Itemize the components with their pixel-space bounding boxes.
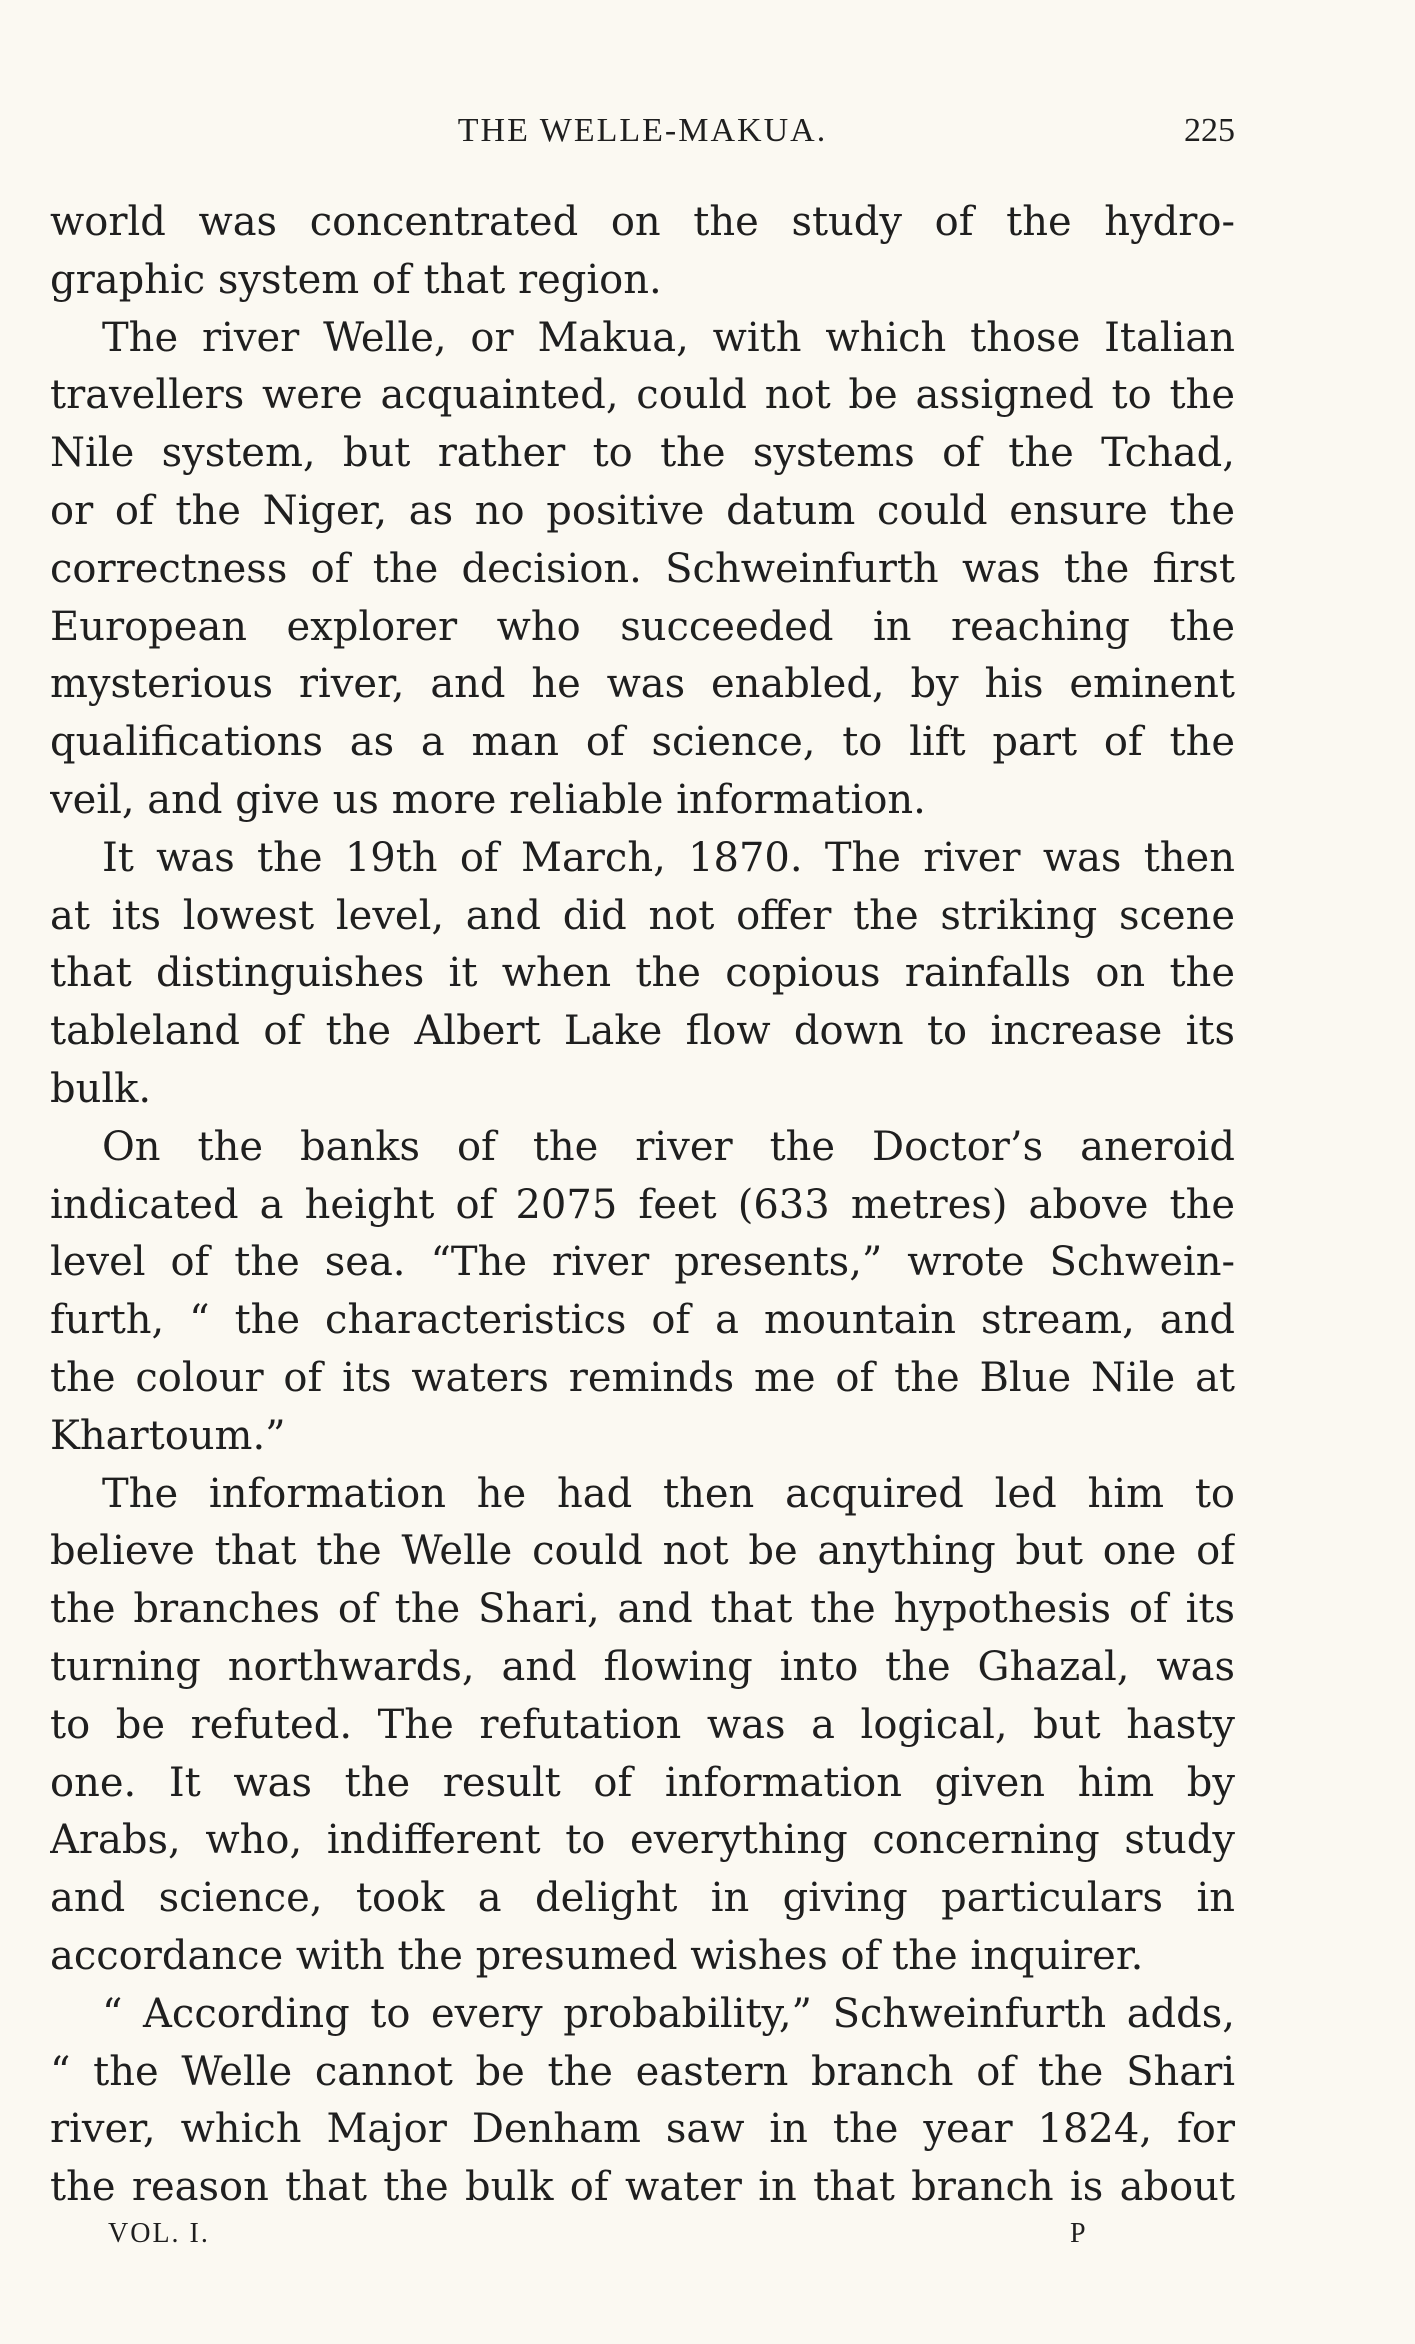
text-line: travellers were acquainted, could not be assigned to the xyxy=(50,372,1235,419)
text-line: the reason that the bulk of water in that branch is about xyxy=(50,2164,1235,2211)
running-title: THE WELLE-MAKUA. xyxy=(457,112,828,149)
text-line: the branches of the Shari, and that the hypothesis of its xyxy=(50,1586,1235,1633)
text-line: to be refuted. The refutation was a logical, but hasty xyxy=(50,1701,1235,1748)
text-line: graphic system of that region. xyxy=(50,256,662,303)
text-line: veil, and give us more reliable information. xyxy=(50,776,926,823)
text-line: “ According to every probability,” Schweinfurth adds, xyxy=(102,1990,1235,2037)
text-line: bulk. xyxy=(50,1065,152,1112)
text-line: European explorer who succeeded in reaching the xyxy=(50,603,1235,650)
text-line: The river Welle, or Makua, with which those Italian xyxy=(102,314,1235,361)
text-line: or of the Niger, as no positive datum could ensure the xyxy=(50,487,1235,534)
page-number: 225 xyxy=(1184,112,1235,149)
text-line: world was concentrated on the study of the hydro- xyxy=(50,199,1235,245)
text-line: On the banks of the river the Doctor’s aneroid xyxy=(102,1123,1235,1170)
text-line: level of the sea. “The river presents,” wrote Schwein- xyxy=(50,1239,1235,1286)
text-line: river, which Major Denham saw in the year 1824, for xyxy=(50,2106,1235,2153)
text-line: the colour of its waters reminds me of the Blue Nile at xyxy=(50,1354,1235,1401)
running-head xyxy=(50,112,1235,162)
volume-label: VOL. I. xyxy=(108,2218,210,2249)
text-line: indicated a height of 2075 feet (633 metres) above the xyxy=(50,1181,1235,1228)
text-line: correctness of the decision. Schweinfurth was the first xyxy=(50,545,1235,592)
text-line: turning northwards, and flowing into the Ghazal, was xyxy=(50,1643,1235,1690)
text-line: furth, “ the characteristics of a mountain stream, and xyxy=(50,1297,1235,1344)
text-line: at its lowest level, and did not offer the striking scene xyxy=(50,892,1235,939)
signature-mark: P xyxy=(1070,2218,1086,2249)
text-line: one. It was the result of information given him by xyxy=(50,1759,1235,1806)
text-line: Khartoum.” xyxy=(50,1412,286,1459)
text-line: and science, took a delight in giving particulars in xyxy=(50,1875,1235,1922)
text-line: tableland of the Albert Lake flow down to increase its xyxy=(50,1008,1235,1055)
text-line: It was the 19th of March, 1870. The river was then xyxy=(102,834,1235,881)
text-line: that distinguishes it when the copious rainfalls on the xyxy=(50,950,1235,997)
text-line: Arabs, who, indifferent to everything concerning study xyxy=(50,1817,1235,1864)
text-line: accordance with the presumed wishes of the inquirer. xyxy=(50,1932,1144,1979)
body-text xyxy=(50,194,1235,2217)
text-line: believe that the Welle could not be anything but one of xyxy=(50,1528,1235,1575)
page-footer xyxy=(50,2218,1235,2258)
text-line: mysterious river, and he was enabled, by his eminent xyxy=(50,661,1235,708)
text-line: qualifications as a man of science, to lift part of the xyxy=(50,719,1235,766)
text-line: Nile system, but rather to the systems of the Tchad, xyxy=(50,430,1235,477)
text-line: The information he had then acquired led him to xyxy=(102,1470,1235,1517)
text-line: “ the Welle cannot be the eastern branch of the Shari xyxy=(50,2048,1235,2095)
